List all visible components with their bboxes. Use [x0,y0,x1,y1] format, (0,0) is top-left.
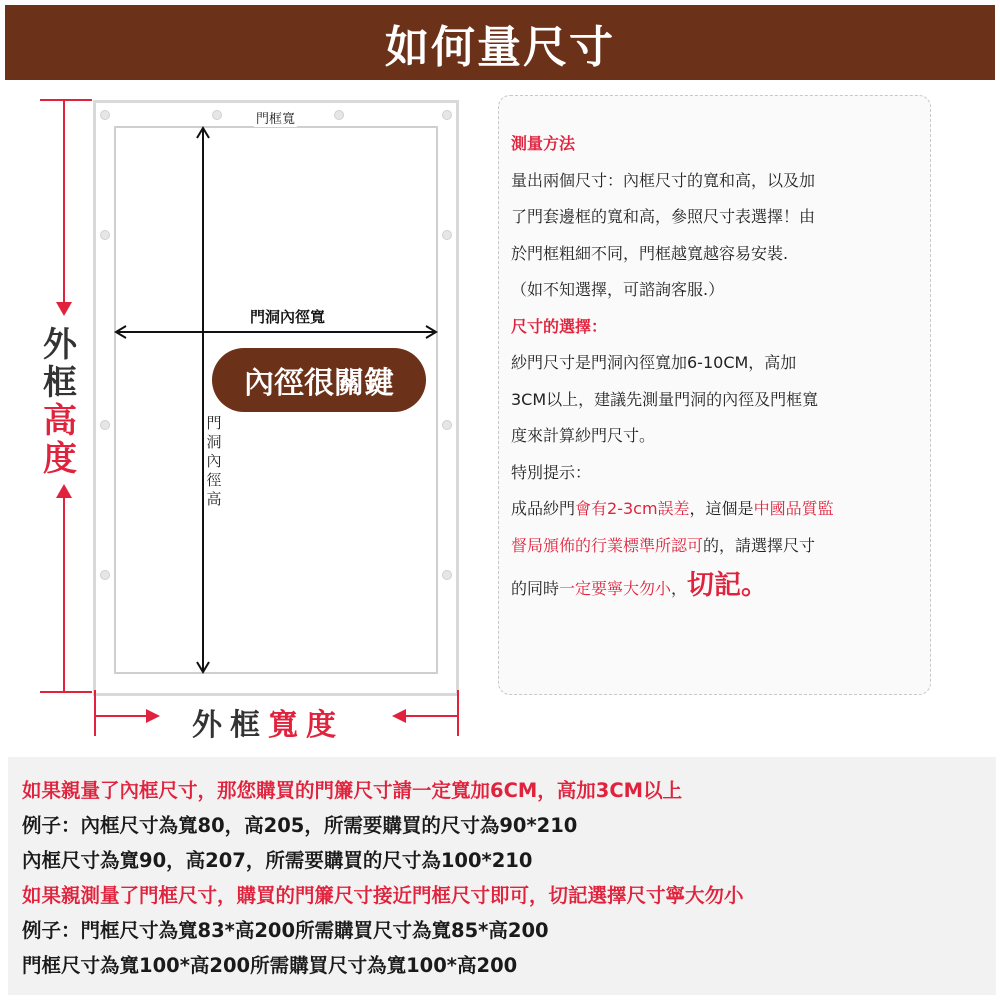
note-line: 例子：門框尺寸為寬83*高200所需購買尺寸為寬85*高200 [22,919,549,942]
note-line: 如果親測量了門框尺寸，購買的門簾尺寸接近門框尺寸即可，切記選擇尺寸寧大勿小 [22,884,744,907]
measurement-instructions-panel [498,95,931,695]
key-point-badge: 內徑很關鍵 [212,348,426,412]
size-line: 特別提示： [511,462,592,482]
method-line: （如不知選擇，可諮詢客服.） [511,280,725,299]
method-line: 量出兩個尺寸：內框尺寸的寬和高，以及加 [511,170,816,190]
size-line: 紗門尺寸是門洞內徑寬加6-10CM，高加 [511,353,797,372]
note-line: 例子：內框尺寸為寬80，高205，所需要購買的尺寸為90*210 [22,814,578,837]
tip-line: 成品紗門會有2-3cm誤差，這個是中國品質監 [511,499,834,518]
title-banner [5,5,995,80]
inner-width-label: 門洞內徑寬 [246,306,329,327]
size-title: 尺寸的選擇： [511,316,608,336]
tip-line: 的同時一定要寧大勿小，切記。 [511,570,769,601]
measurement-diagram [0,80,500,760]
method-title: 測量方法 [511,134,576,153]
tip-line: 督局頒佈的行業標準所認可的，請選擇尺寸 [511,535,816,555]
size-line: 度來計算紗門尺寸。 [511,426,656,445]
page-title: 如何量尺寸 [385,21,615,73]
size-line: 3CM以上，建議先測量門洞的內徑及門框寬 [511,389,819,409]
method-line: 於門框粗細不同，門框越寬越容易安裝. [511,243,789,263]
sizing-notes [8,757,996,995]
inner-height-label: 門 洞 內 徑 高 [206,414,222,508]
note-line: 門框尺寸為寬100*高200所需購買尺寸為寬100*高200 [22,954,518,977]
note-line: 內框尺寸為寬90，高207，所需要購買的尺寸為100*210 [22,849,533,872]
frame-width-label: 門框寬 [254,108,297,127]
note-line: 如果親量了內框尺寸，那您購買的門簾尺寸請一定寬加6CM，高加3CM以上 [22,779,683,802]
outer-width-label: 外框寬度 [186,700,350,740]
outer-height-label: 外 框 高 度 [36,326,84,478]
method-line: 了門套邊框的寬和高，參照尺寸表選擇！由 [511,207,816,226]
